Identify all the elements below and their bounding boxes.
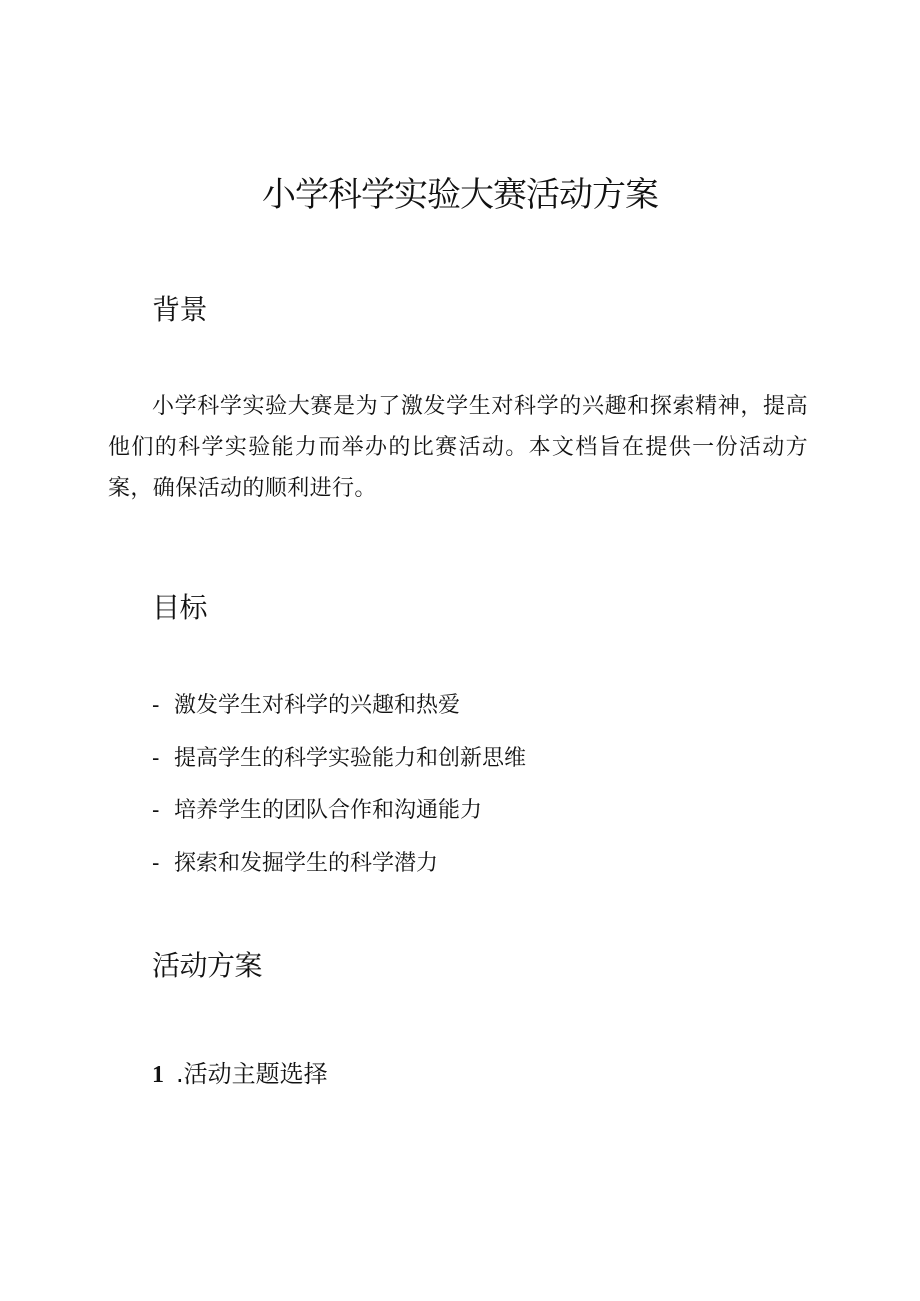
list-item [152, 791, 526, 831]
subsection-heading-theme [152, 1054, 328, 1095]
list-item [152, 686, 526, 726]
list-item-text: 激发学生对科学的兴趣和热爱 [174, 693, 461, 718]
subsection-number: 1 [152, 1062, 164, 1088]
list-item-text: 提高学生的科学实验能力和创新思维 [174, 745, 527, 771]
list-bullet: - [152, 693, 160, 718]
background-paragraph: 小学科学实验大赛是为了激发学生对科学的兴趣和探索精神，提高他们的科学实验能力而举办的比赛活动。本文档旨在提供一份活动方案，确保活动的顺利进行。 [108, 394, 808, 501]
goals-list [152, 686, 526, 897]
section-heading-goals: 目标 [152, 591, 208, 624]
list-bullet: - [152, 745, 160, 771]
list-item-text: 培养学生的团队合作和沟通能力 [174, 798, 483, 824]
list-item [152, 844, 526, 884]
page-title: 小学科学实验大赛活动方案 [262, 175, 658, 215]
list-item [152, 739, 526, 779]
list-item-text: 探索和发掘学生的科学潜力 [174, 851, 439, 877]
section-heading-plan: 活动方案 [152, 949, 263, 982]
section-heading-background: 背景 [152, 293, 208, 326]
subsection-text: .活动主题选择 [176, 1060, 328, 1088]
list-bullet: - [152, 851, 160, 877]
list-bullet: - [152, 798, 160, 824]
